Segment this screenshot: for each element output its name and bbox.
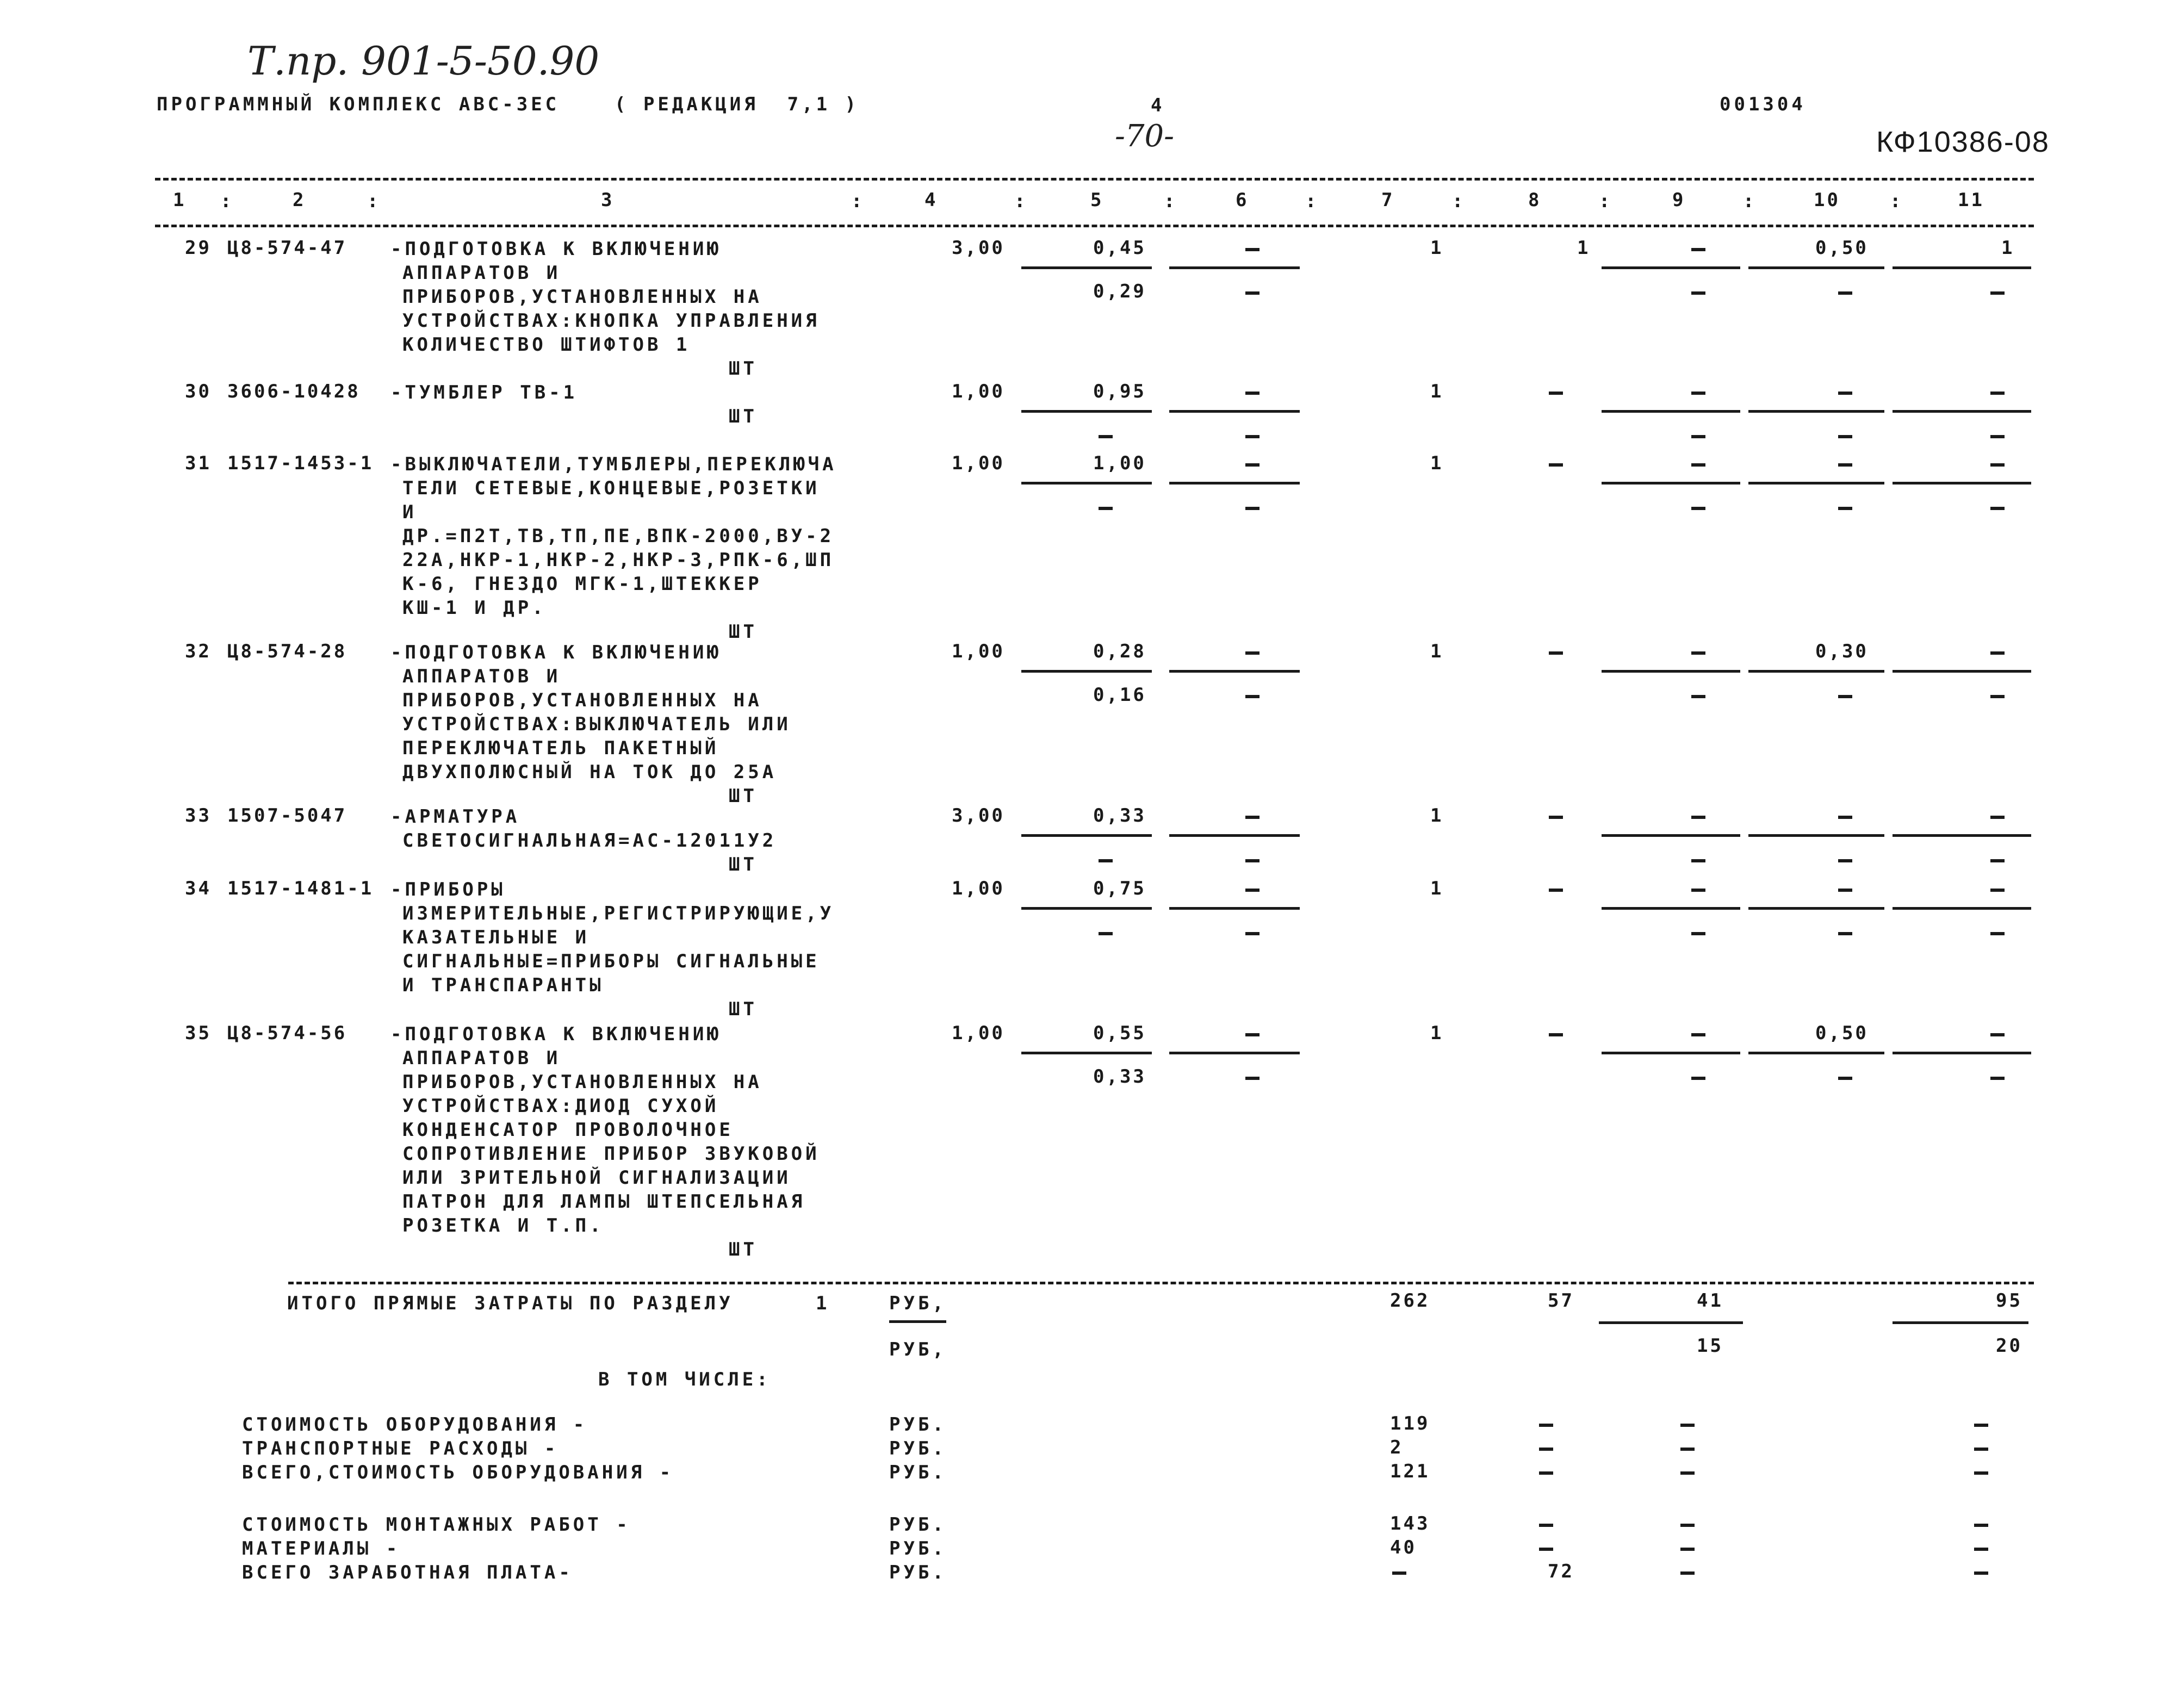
cell-c7: 1 (1430, 878, 1444, 899)
row-unit: ШТ (729, 358, 758, 380)
fraction-rule-c5 (1021, 482, 1152, 484)
column-separator: : (1014, 190, 1028, 212)
dash-mark-c11 (1974, 1471, 1988, 1475)
handwritten-reference: Т.пр. 901-5-50.90 (247, 38, 600, 84)
dash-mark-c9b (1691, 291, 1705, 295)
dash-mark-c6b (1245, 435, 1259, 438)
dash-mark-c11b (1990, 507, 2005, 510)
fraction-rule-c9 (1602, 1052, 1740, 1054)
summary-label: СТОИМОСТЬ ОБОРУДОВАНИЯ - (242, 1414, 588, 1436)
totals-col9-lower: 15 (1697, 1335, 1723, 1357)
row-number: 32 (185, 641, 212, 662)
dash-mark-c8 (1549, 392, 1563, 395)
row-code: 1517-1453-1 (227, 452, 374, 474)
dash-mark-c11 (1974, 1524, 1988, 1527)
row-quantity: 3,00 (952, 805, 1005, 827)
fraction-rule-c9 (1602, 670, 1740, 673)
fraction-rule-c9 (1602, 907, 1740, 910)
cell-c5b: 0,33 (1093, 1066, 1146, 1088)
column-header-2: 2 (293, 189, 306, 211)
fraction-rule-c11 (1893, 1052, 2031, 1054)
column-header-11: 11 (1958, 189, 1984, 211)
fraction-rule-c5 (1021, 907, 1152, 910)
summary-unit: РУБ. (889, 1538, 947, 1560)
column-header-4: 4 (925, 189, 938, 211)
row-description-line: -ПОДГОТОВКА К ВКЛЮЧЕНИЮ (390, 642, 722, 663)
dash-mark-c6 (1245, 248, 1259, 251)
dash-mark-c11b (1990, 291, 2005, 295)
program-title: ПРОГРАММНЫЙ КОМПЛЕКС АВС-ЗЕС (157, 94, 560, 115)
row-description-line: -ПОДГОТОВКА К ВКЛЮЧЕНИЮ (390, 238, 722, 260)
dash-mark-c9b (1691, 1077, 1705, 1080)
dash-mark-c10 (1838, 889, 1852, 892)
totals-col11: 95 (1996, 1290, 2022, 1312)
dash-mark-c6 (1245, 392, 1259, 395)
column-separator: : (1305, 190, 1319, 212)
cell-c5: 1,00 (1093, 452, 1146, 474)
dash-mark-c6 (1245, 889, 1259, 892)
summary-unit: РУБ. (889, 1514, 947, 1536)
row-description-line: И (402, 501, 417, 523)
handwritten-page-number: -70- (1115, 119, 1175, 154)
cell-c5: 0,95 (1093, 381, 1146, 402)
row-description-line: КАЗАТЕЛЬНЫЕ И (402, 927, 590, 948)
cell-c7: 1 (1430, 641, 1444, 662)
dash-mark-c9 (1680, 1571, 1695, 1575)
totals-col11-lower: 20 (1996, 1335, 2022, 1357)
dash-mark-c9 (1680, 1471, 1695, 1475)
dash-mark-c11 (1974, 1448, 1988, 1451)
dash-mark-c8 (1539, 1524, 1553, 1527)
dash-mark-c11 (1974, 1548, 1988, 1551)
cell-c5: 0,45 (1093, 237, 1146, 259)
row-description-line: ИЗМЕРИТЕЛЬНЫЕ,РЕГИСТРИРУЮЩИЕ,У (402, 903, 835, 924)
dash-mark-c5b (1099, 859, 1113, 862)
row-description-line: АППАРАТОВ И (402, 262, 561, 284)
dash-mark-c10 (1838, 463, 1852, 467)
row-unit: ШТ (729, 785, 758, 807)
fraction-rule-c9 (1602, 482, 1740, 484)
row-description-line: КОЛИЧЕСТВО ШТИФТОВ 1 (402, 334, 691, 356)
dash-mark-c9 (1680, 1548, 1695, 1551)
row-code: 3606-10428 (227, 381, 361, 402)
totals-section: 1 (816, 1293, 830, 1314)
fraction-rule-c6 (1169, 482, 1300, 484)
fraction-rule-c6 (1169, 1052, 1300, 1054)
dash-mark-c11b (1990, 859, 2005, 862)
fraction-rule-c11 (1893, 907, 2031, 910)
dash-mark-c8 (1549, 1033, 1563, 1036)
row-description-line: ПРИБОРОВ,УСТАНОВЛЕННЫХ НА (402, 690, 762, 711)
fraction-rule-c5 (1021, 410, 1152, 413)
row-description-line: -ПОДГОТОВКА К ВКЛЮЧЕНИЮ (390, 1023, 722, 1045)
column-separator: : (1164, 190, 1177, 212)
dash-mark-c11 (1974, 1424, 1988, 1427)
dash-mark-c10b (1838, 507, 1852, 510)
summary-unit: РУБ. (889, 1562, 947, 1583)
column-header-10: 10 (1814, 189, 1840, 211)
column-separator: : (1890, 190, 1903, 212)
row-description-line: -АРМАТУРА (390, 806, 520, 828)
fraction-rule-c5 (1021, 1052, 1152, 1054)
dash-mark-c6 (1245, 816, 1259, 819)
dash-mark-c8 (1539, 1448, 1553, 1451)
fraction-rule-c6 (1169, 907, 1300, 910)
column-header-6: 6 (1236, 189, 1249, 211)
cell-c5: 0,75 (1093, 878, 1146, 899)
fraction-rule-c5 (1021, 670, 1152, 673)
fraction-rule-c10 (1748, 834, 1884, 837)
row-quantity: 1,00 (952, 878, 1005, 899)
document-code: 001304 (1720, 94, 1806, 115)
including-label: В ТОМ ЧИСЛЕ: (598, 1369, 771, 1390)
totals-col11-rule (1893, 1321, 2028, 1324)
row-code: Ц8-574-28 (227, 641, 348, 662)
row-description-line: АППАРАТОВ И (402, 1047, 561, 1069)
dash-mark-c9 (1680, 1448, 1695, 1451)
row-unit: ШТ (729, 998, 758, 1020)
fraction-rule-c11 (1893, 410, 2031, 413)
row-description-line: ИЛИ ЗРИТЕЛЬНОЙ СИГНАЛИЗАЦИИ (402, 1167, 791, 1189)
dash-mark-c6 (1245, 1033, 1259, 1036)
dash-mark-c6b (1245, 507, 1259, 510)
dash-mark-c5b (1099, 932, 1113, 935)
row-description-line: СВЕТОСИГНАЛЬНАЯ=АС-12011У2 (402, 830, 777, 852)
dash-mark-c10 (1838, 392, 1852, 395)
column-separator: : (1743, 190, 1757, 212)
dash-mark-c9 (1680, 1524, 1695, 1527)
summary-c7: 40 (1390, 1537, 1417, 1558)
cell-c8: 1 (1577, 237, 1591, 259)
row-code: 1517-1481-1 (227, 878, 374, 899)
dash-mark-c11 (1990, 1033, 2005, 1036)
row-number: 35 (185, 1022, 212, 1044)
cell-c5b: 0,16 (1093, 684, 1146, 706)
totals-col9-rule (1599, 1321, 1743, 1324)
row-unit: ШТ (729, 621, 758, 643)
dash-mark-c10b (1838, 932, 1852, 935)
totals-unit-2: РУБ, (889, 1339, 947, 1361)
dash-mark-c11b (1990, 695, 2005, 698)
row-unit: ШТ (729, 406, 758, 427)
row-description-line: УСТРОЙСТВАХ:КНОПКА УПРАВЛЕНИЯ (402, 310, 820, 332)
dash-mark-c8 (1549, 651, 1563, 655)
row-quantity: 1,00 (952, 641, 1005, 662)
cell-c10: 0,50 (1815, 237, 1869, 259)
dash-mark-c8 (1549, 889, 1563, 892)
totals-unit-rule (889, 1320, 946, 1323)
dash-mark-c6b (1245, 695, 1259, 698)
row-code: 1507-5047 (227, 805, 348, 827)
dash-mark-c8 (1549, 816, 1563, 819)
row-description-line: -ВЫКЛЮЧАТЕЛИ,ТУМБЛЕРЫ,ПЕРЕКЛЮЧА (390, 454, 837, 475)
dash-mark-c5b (1099, 435, 1113, 438)
dash-mark-c10b (1838, 435, 1852, 438)
fraction-rule-c10 (1748, 482, 1884, 484)
dash-mark-c10b (1838, 291, 1852, 295)
row-description-line: ПРИБОРОВ,УСТАНОВЛЕННЫХ НА (402, 1071, 762, 1093)
totals-unit: РУБ, (889, 1293, 947, 1314)
column-separator: : (367, 190, 381, 212)
dash-mark-c6b (1245, 859, 1259, 862)
fraction-rule-c10 (1748, 907, 1884, 910)
summary-c7: 143 (1390, 1513, 1430, 1535)
dash-mark-c11 (1990, 816, 2005, 819)
fraction-rule-c10 (1748, 670, 1884, 673)
row-description-line: ПАТРОН ДЛЯ ЛАМПЫ ШТЕПСЕЛЬНАЯ (402, 1191, 806, 1213)
dash-mark-c6 (1245, 651, 1259, 655)
fraction-rule-c11 (1893, 266, 2031, 269)
cell-c5b: 0,29 (1093, 281, 1146, 302)
row-description-line: УСТРОЙСТВАХ:ВЫКЛЮЧАТЕЛЬ ИЛИ (402, 713, 791, 735)
fraction-rule-c9 (1602, 410, 1740, 413)
totals-top-rule (288, 1282, 2034, 1284)
row-description-line: И ТРАНСПАРАНТЫ (402, 974, 604, 996)
row-quantity: 3,00 (952, 237, 1005, 259)
row-description-line: ПРИБОРОВ,УСТАНОВЛЕННЫХ НА (402, 286, 762, 308)
dash-mark-c6b (1245, 291, 1259, 295)
fraction-rule-c11 (1893, 670, 2031, 673)
cell-c7: 1 (1430, 805, 1444, 827)
dash-mark-c9b (1691, 932, 1705, 935)
dash-mark-c11 (1990, 463, 2005, 467)
dash-mark-c9 (1691, 1033, 1705, 1036)
header-bottom-rule (155, 225, 2034, 227)
row-description-line: 22А,НКР-1,НКР-2,НКР-3,РПК-6,ШП (402, 549, 835, 571)
row-number: 33 (185, 805, 212, 827)
row-number: 29 (185, 237, 212, 259)
cell-c5: 0,28 (1093, 641, 1146, 662)
fraction-rule-c10 (1748, 1052, 1884, 1054)
document-number: КФ10386-08 (1876, 126, 2050, 158)
dash-mark-c7 (1392, 1571, 1406, 1575)
row-description-line: ДВУХПОЛЮСНЫЙ НА ТОК ДО 25А (402, 761, 777, 783)
sheet-number: 4 (1151, 95, 1165, 116)
cell-c11: 1 (2001, 237, 2015, 259)
column-header-5: 5 (1090, 189, 1104, 211)
row-unit: ШТ (729, 854, 758, 875)
summary-label: СТОИМОСТЬ МОНТАЖНЫХ РАБОТ - (242, 1514, 631, 1536)
dash-mark-c9 (1691, 816, 1705, 819)
dash-mark-c6 (1245, 463, 1259, 467)
dash-mark-c6b (1245, 932, 1259, 935)
header-top-rule (155, 178, 2034, 181)
summary-c7: 119 (1390, 1413, 1430, 1434)
fraction-rule-c6 (1169, 670, 1300, 673)
summary-unit: РУБ. (889, 1414, 947, 1436)
summary-label: МАТЕРИАЛЫ - (242, 1538, 401, 1560)
column-separator: : (1452, 190, 1466, 212)
fraction-rule-c11 (1893, 482, 2031, 484)
fraction-rule-c6 (1169, 834, 1300, 837)
row-quantity: 1,00 (952, 1022, 1005, 1044)
row-description-line: ТЕЛИ СЕТЕВЫЕ,КОНЦЕВЫЕ,РОЗЕТКИ (402, 477, 820, 499)
summary-label: ТРАНСПОРТНЫЕ РАСХОДЫ - (242, 1438, 559, 1459)
dash-mark-c9 (1691, 248, 1705, 251)
row-description-line: АППАРАТОВ И (402, 666, 561, 687)
cell-c5: 0,33 (1093, 805, 1146, 827)
totals-col7: 262 (1390, 1290, 1430, 1312)
row-quantity: 1,00 (952, 452, 1005, 474)
summary-c7: 2 (1390, 1437, 1404, 1458)
dash-mark-c11 (1974, 1571, 1988, 1575)
column-separator: : (1599, 190, 1612, 212)
row-description-line: СИГНАЛЬНЫЕ=ПРИБОРЫ СИГНАЛЬНЫЕ (402, 951, 820, 972)
dash-mark-c6b (1245, 1077, 1259, 1080)
row-description-line: К-6, ГНЕЗДО МГК-1,ШТЕККЕР (402, 573, 762, 595)
fraction-rule-c6 (1169, 410, 1300, 413)
row-number: 30 (185, 381, 212, 402)
summary-c8: 72 (1548, 1561, 1574, 1582)
row-description-line: КОНДЕНСАТОР ПРОВОЛОЧНОЕ (402, 1119, 734, 1141)
dash-mark-c10b (1838, 1077, 1852, 1080)
cell-c7: 1 (1430, 381, 1444, 402)
fraction-rule-c11 (1893, 834, 2031, 837)
column-header-9: 9 (1672, 189, 1686, 211)
dash-mark-c11b (1990, 932, 2005, 935)
row-description-line: ПЕРЕКЛЮЧАТЕЛЬ ПАКЕТНЫЙ (402, 737, 719, 759)
totals-col8: 57 (1548, 1290, 1574, 1312)
summary-label: ВСЕГО,СТОИМОСТЬ ОБОРУДОВАНИЯ - (242, 1462, 674, 1483)
fraction-rule-c10 (1748, 266, 1884, 269)
fraction-rule-c6 (1169, 266, 1300, 269)
row-description-line: РОЗЕТКА И Т.П. (402, 1215, 604, 1237)
row-quantity: 1,00 (952, 381, 1005, 402)
row-description-line: -ТУМБЛЕР ТВ-1 (390, 382, 578, 403)
dash-mark-c9 (1691, 889, 1705, 892)
row-description-line: -ПРИБОРЫ (390, 879, 506, 900)
summary-c7: 121 (1390, 1461, 1430, 1482)
dash-mark-c11b (1990, 435, 2005, 438)
column-header-7: 7 (1381, 189, 1395, 211)
dash-mark-c9 (1691, 651, 1705, 655)
dash-mark-c9b (1691, 859, 1705, 862)
dash-mark-c10b (1838, 859, 1852, 862)
totals-label: ИТОГО ПРЯМЫЕ ЗАТРАТЫ ПО РАЗДЕЛУ (287, 1293, 734, 1314)
row-description-line: СОПРОТИВЛЕНИЕ ПРИБОР ЗВУКОВОЙ (402, 1143, 820, 1165)
dash-mark-c11 (1990, 651, 2005, 655)
edition-label: ( РЕДАКЦИЯ 7,1 ) (615, 94, 859, 115)
row-code: Ц8-574-47 (227, 237, 348, 259)
dash-mark-c8 (1539, 1424, 1553, 1427)
fraction-rule-c9 (1602, 834, 1740, 837)
fraction-rule-c5 (1021, 266, 1152, 269)
dash-mark-c11b (1990, 1077, 2005, 1080)
column-header-1: 1 (173, 189, 187, 211)
row-description-line: КШ-1 И ДР. (402, 597, 547, 619)
column-separator: : (220, 190, 234, 212)
row-code: Ц8-574-56 (227, 1022, 348, 1044)
fraction-rule-c9 (1602, 266, 1740, 269)
fraction-rule-c10 (1748, 410, 1884, 413)
dash-mark-c10 (1838, 816, 1852, 819)
dash-mark-c8 (1539, 1548, 1553, 1551)
dash-mark-c9b (1691, 507, 1705, 510)
cell-c7: 1 (1430, 1022, 1444, 1044)
row-number: 31 (185, 452, 212, 474)
dash-mark-c8 (1549, 463, 1563, 467)
cell-c7: 1 (1430, 452, 1444, 474)
cell-c10: 0,50 (1815, 1022, 1869, 1044)
cell-c10: 0,30 (1815, 641, 1869, 662)
summary-unit: РУБ. (889, 1462, 947, 1483)
row-description-line: ДР.=П2Т,ТВ,ТП,ПЕ,ВПК-2000,ВУ-2 (402, 525, 835, 547)
fraction-rule-c5 (1021, 834, 1152, 837)
summary-label: ВСЕГО ЗАРАБОТНАЯ ПЛАТА- (242, 1562, 573, 1583)
dash-mark-c9 (1691, 463, 1705, 467)
dash-mark-c9 (1691, 392, 1705, 395)
row-description-line: УСТРОЙСТВАХ:ДИОД СУХОЙ (402, 1095, 719, 1117)
dash-mark-c11 (1990, 392, 2005, 395)
column-header-3: 3 (601, 189, 615, 211)
dash-mark-c10b (1838, 695, 1852, 698)
dash-mark-c11 (1990, 889, 2005, 892)
column-separator: : (851, 190, 865, 212)
row-unit: ШТ (729, 1239, 758, 1260)
summary-unit: РУБ. (889, 1438, 947, 1459)
dash-mark-c8 (1539, 1471, 1553, 1475)
dash-mark-c9 (1680, 1424, 1695, 1427)
column-header-8: 8 (1528, 189, 1542, 211)
cell-c7: 1 (1430, 237, 1444, 259)
cell-c5: 0,55 (1093, 1022, 1146, 1044)
dash-mark-c9b (1691, 695, 1705, 698)
dash-mark-c5b (1099, 507, 1113, 510)
totals-col9: 41 (1697, 1290, 1723, 1312)
dash-mark-c9b (1691, 435, 1705, 438)
row-number: 34 (185, 878, 212, 899)
